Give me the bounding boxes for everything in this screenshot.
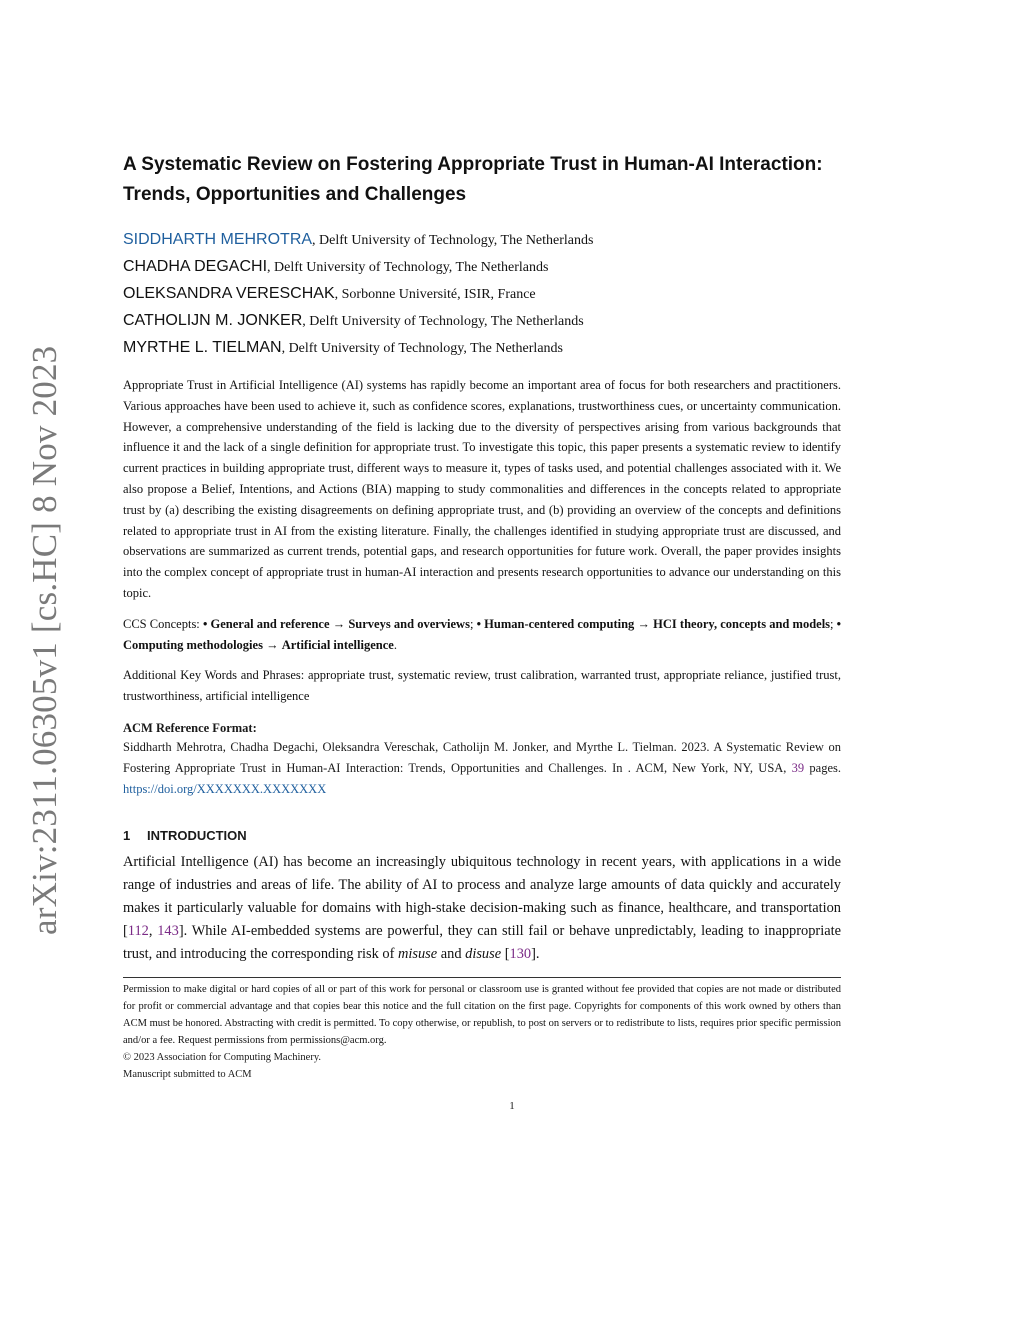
author-name: OLEKSANDRA VERESCHAK (123, 285, 335, 302)
author-affiliation: , Sorbonne Université, ISIR, France (334, 287, 536, 302)
author-affiliation: , Delft University of Technology, The Netherlands (302, 314, 584, 329)
author-name: CHADHA DEGACHI (123, 258, 268, 275)
reference-text: Siddharth Mehrotra, Chadha Degachi, Oleksandra Vereschak, Catholijn M. Jonker, and Myrthe L. Tielman. 2023. A Systematic Review on Fostering Appropriate Trust in Human-AI Interaction: Trends, Opportunities and Challenges. In . ACM, New York, NY, USA, (123, 739, 841, 775)
section-title: INTRODUCTION (147, 828, 247, 844)
intro-text: ]. (531, 946, 540, 963)
author-entry (123, 334, 841, 361)
arxiv-identifier: arXiv:2311.06305v1 [cs.HC] 8 Nov 2023 (25, 345, 64, 935)
author-affiliation: , Delft University of Technology, The Netherlands (312, 233, 594, 248)
emphasis-misuse: misuse (397, 946, 438, 963)
keywords: Additional Key Words and Phrases: appropriate trust, systematic review, trust calibration, warranted trust, appropriate reliance, justified trust, trustworthiness, artificial intelligence (123, 668, 841, 704)
citation-link[interactable]: 143 (157, 923, 179, 940)
intro-text: Artificial Intelligence (AI) has become an increasingly ubiquitous technology in recent years, with applications in a wide range of industries and areas of life. The ability of AI to process and analyze large amounts of data quickly and accurately makes it particularly valuable for domains with high-stake decision-making such as finance, healthcare, and transportation [ (123, 854, 841, 940)
intro-text: ]. While AI-embedded systems are powerful, they can still fail or behave unpredictably, leading to inappropriate trust, and introducing the corresponding risk of (123, 923, 841, 963)
author-entry (123, 253, 841, 280)
ccs-bullet: • (476, 616, 481, 631)
ccs-concept: General and reference (210, 616, 330, 631)
abstract: Appropriate Trust in Artificial Intelligence (AI) systems has rapidly become an important area of focus for both researchers and practitioners. Various approaches have been used to achieve it, such as confidence scores, explanations, trustworthiness cues, or uncertainty communication. However, a comprehensive understanding of the field is lacking due to the diversity of perspectives arising from various backgrounds that influence it and the lack of a single definition for appropriate trust. To investigate this topic, this paper presents a systematic review to identify current practices in building appropriate trust, different ways to measure it, types of tasks used, and potential challenges associated with it. We also propose a Belief, Intentions, and Actions (BIA) mapping to study commonalities and differences in the concepts related to appropriate trust by (a) describing the existing disagreements on defining appropriate trust, and (b) providing an overview of the concepts and definitions related to appropriate trust in AI from the existing literature. Finally, the challenges identified in studying appropriate trust are discussed, and observations are summarized as current trends, potential gaps, and research opportunities for future work. Overall, the paper provides insights into the complex concept of appropriate trust in human-AI interaction and presents research opportunities to advance our understanding on this topic. (123, 378, 841, 600)
ccs-concept: Artificial intelligence (281, 637, 394, 652)
ccs-bullet: • (202, 616, 208, 631)
paper-first-page (123, 150, 841, 1083)
copyright-notice: © 2023 Association for Computing Machinery. (123, 1052, 322, 1064)
ccs-bullet: • (836, 616, 842, 631)
intro-paragraph (123, 851, 841, 966)
pages-suffix: pages. (804, 760, 841, 775)
ccs-arrow: → (266, 637, 279, 652)
citation-link[interactable]: 112 (127, 923, 149, 940)
author-name-link[interactable]: SIDDHARTH MEHROTRA (123, 231, 313, 248)
ccs-arrow: → (332, 616, 346, 631)
paper-title: A Systematic Review on Fostering Appropriate Trust in Human-AI Interaction: Trends, Opportunities and Challenges (123, 154, 823, 205)
author-name: MYRTHE L. TIELMAN (123, 339, 282, 356)
section-heading (123, 827, 841, 845)
section-number: 1 (123, 828, 131, 844)
manuscript-note: Manuscript submitted to ACM (123, 1069, 252, 1081)
ccs-separator: ; (830, 616, 837, 631)
ccs-concept: HCI theory, concepts and models (653, 616, 831, 631)
ccs-concept: Surveys and overviews (348, 616, 470, 631)
reference-format-heading: ACM Reference Format: (123, 720, 257, 735)
intro-text: [ (501, 946, 510, 963)
emphasis-disuse: disuse (465, 946, 502, 963)
reference-format (123, 737, 841, 799)
author-entry (123, 280, 841, 307)
ccs-separator: ; (469, 616, 477, 631)
pages-link[interactable]: 39 (791, 760, 805, 775)
intro-text: and (437, 946, 466, 963)
ccs-concept: Computing methodologies (123, 637, 263, 652)
permission-notice: Permission to make digital or hard copies of all or part of this work for personal or classroom use is granted without fee provided that copies are not made or distributed for profit or commercial advantage and that copies bear this notice and the full citation on the first page. Copyrights for components of this work owned by others than ACM must be honored. Abstracting with credit is permitted. To copy otherwise, or republish, to post on servers or to redistribute to lists, requires prior specific permission and/or a fee. Request permissions from permissions@acm.org. (123, 984, 841, 1047)
author-entry (123, 226, 841, 253)
ccs-arrow: → (637, 616, 650, 631)
page-number: 1 (509, 1100, 515, 1112)
ccs-end: . (393, 637, 397, 652)
citation-link[interactable]: 130 (509, 946, 532, 963)
author-affiliation: , Delft University of Technology, The Netherlands (281, 341, 563, 356)
ccs-concept: Human-centered computing (484, 616, 635, 631)
intro-text: , (148, 923, 158, 940)
author-affiliation: , Delft University of Technology, The Netherlands (267, 260, 549, 275)
author-entry (123, 307, 841, 334)
ccs-concepts (123, 614, 841, 656)
ccs-label: CCS Concepts: (123, 616, 203, 631)
author-name: CATHOLIJN M. JONKER (123, 312, 303, 329)
author-list (123, 226, 841, 361)
doi-link[interactable]: https://doi.org/XXXXXXX.XXXXXXX (123, 781, 327, 796)
footnote-divider (123, 977, 841, 978)
